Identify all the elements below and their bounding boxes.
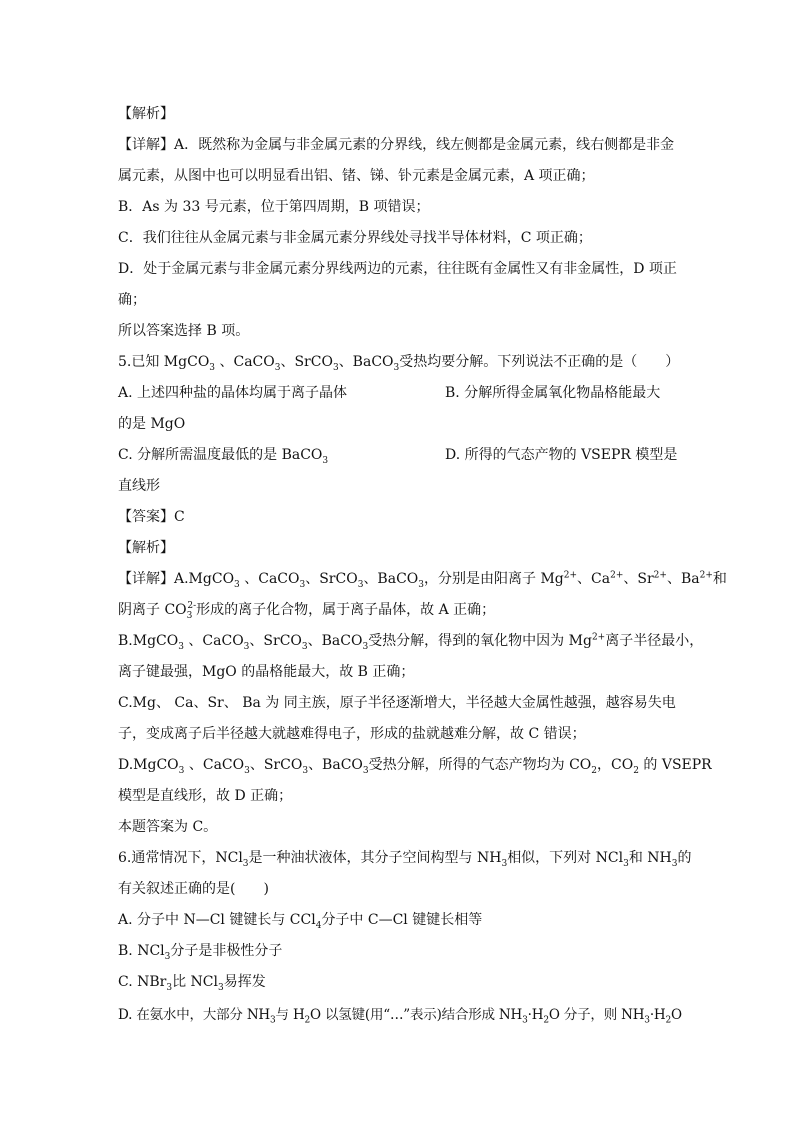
detail-a-line1: 【详解】A．既然称为金属与非金属元素的分界线，线左侧都是金属元素，线右侧都是非金 (118, 137, 675, 153)
q6-option-a: A. 分子中 N—Cl 键键长与 CCl$_4$分子中 C—Cl 键键长相等 (118, 912, 483, 931)
q5-detail-c-line2: 子，变成离子后半径越大就越难得电子，形成的盐就越难分解，故 C 错误； (118, 726, 586, 742)
question-5-options-row2 (118, 445, 678, 465)
option-d: D. 所得的气态产物的 VSEPR 模型是 (445, 447, 678, 463)
q6-option-b: B. NCl$_3$分子是非极性分子 (118, 943, 283, 962)
q6-option-c: C. NBr$_3$比 NCl$_3$易挥发 (118, 974, 266, 993)
q5-detail-b-line2: 离子键最强，MgO 的晶格能最大，故 B 正确； (118, 664, 415, 680)
analysis-tag: 【解析】 (118, 540, 174, 556)
detail-c: C．我们往往从金属元素与非金属元素分界线处寻找半导体材料，C 项正确； (118, 230, 592, 246)
q5-detail-a-line2: 阴离子 $CO_3^{2-}$形成的离子化合物，属于离子晶体，故 A 正确； (118, 601, 496, 621)
q5-detail-d-line2: 模型是直线形，故 D 正确； (118, 788, 293, 804)
question-6-stem-line1: 6.通常情况下，NCl$_3$是一种油状液体，其分子空间构型与 $NH_3$相似，下列对 NCl$_3$和 $NH_3$的 (118, 850, 692, 869)
option-a: A. 上述四种盐的晶体均属于离子晶体 (118, 385, 348, 401)
detail-d-line1: D．处于金属元素与非金属元素分界线两边的元素，往往既有金属性又有非金属性，D 项正 (118, 261, 677, 277)
analysis-tag: 【解析】 (118, 106, 174, 122)
q5-detail-b-line1: B.MgCO$_3$ 、CaCO$_3$、SrCO$_3$、BaCO$_3$受热分解，得到的氧化物中因为 $Mg^{2+}$离子半径最小， (118, 632, 704, 652)
q5-detail-a-line1: 【详解】A.MgCO$_3$ 、CaCO$_3$、SrCO$_3$、BaCO$_3$，分别是由阳离子 $Mg^{2+}$、$Ca^{2+}$、$Sr^{2+}$、$Ba^{2+}$和 (118, 570, 727, 590)
q6-option-d: D. 在氨水中，大部分 $NH_3$与 $H_2O$ 以氢键(用“…”表示)结合形成 $NH_3\cdot H_2O$ 分子，则 $NH_3\cdot H_2O$ (118, 1007, 682, 1026)
detail-a-line2: 属元素，从图中也可以明显看出铝、锗、锑、钋元素是金属元素，A 项正确； (118, 168, 595, 184)
detail-b: B．As 为 33 号元素，位于第四周期，B 项错误； (118, 199, 430, 215)
option-d-continued: 直线形 (118, 478, 160, 494)
question-5-stem: 5.已知 MgCO$_3$ 、CaCO$_3$、SrCO$_3$、BaCO$_3$受热均要分解。下列说法不正确的是（ ） (118, 354, 680, 373)
q5-detail-d-line1: D.MgCO$_3$ 、CaCO$_3$、SrCO$_3$、BaCO$_3$受热分解，所得的气态产物均为 $CO_2$，$CO_2$ 的 VSEPR (118, 757, 712, 776)
question-5-options-row1 (118, 383, 678, 403)
q5-detail-c-line1: C.Mg、 Ca、Sr、 Ba 为 同主族，原子半径逐渐增大，半径越大金属性越强，越容易失电 (118, 695, 676, 711)
question-6-stem-line2: 有关叙述正确的是( ) (118, 881, 269, 897)
option-b: B. 分解所得金属氧化物晶格能最大 (445, 385, 661, 401)
q5-conclusion: 本题答案为 C。 (118, 819, 218, 835)
option-c: C. 分解所需温度最低的是 BaCO$_3$ (118, 447, 329, 466)
option-b-continued: 的是 MgO (118, 416, 186, 432)
q4-conclusion: 所以答案选择 B 项。 (118, 323, 250, 339)
detail-d-line2: 确； (118, 292, 146, 308)
answer-tag: 【答案】C (118, 509, 185, 525)
